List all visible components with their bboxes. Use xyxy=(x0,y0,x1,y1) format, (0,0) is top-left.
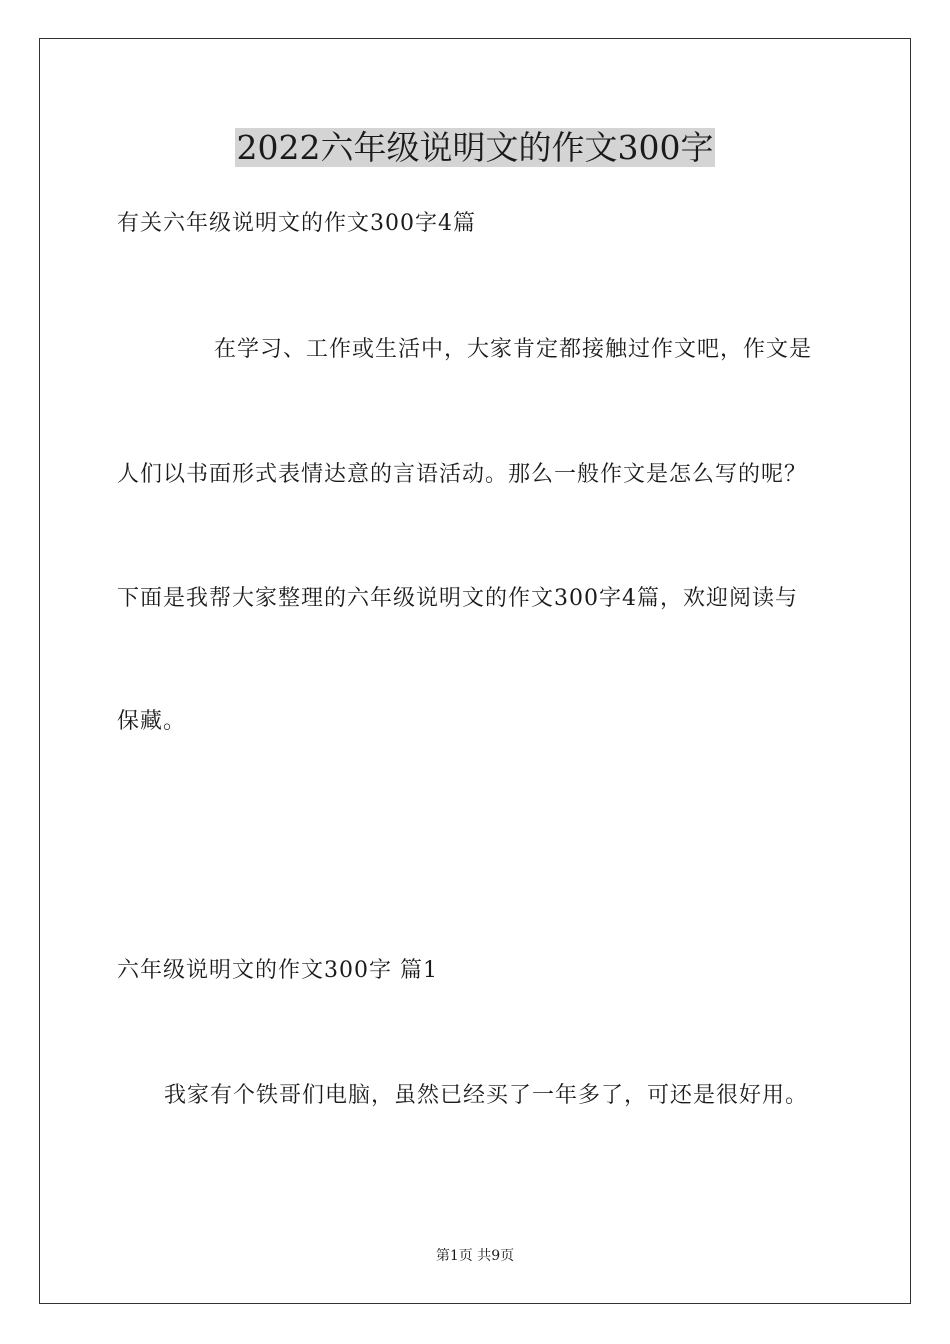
section-paragraph: 我家有个铁哥们电脑，虽然已经买了一年多了，可还是很好用。 xyxy=(164,1083,809,1108)
document-title-text: 2022六年级说明文的作文300字 xyxy=(236,128,714,167)
document-title xyxy=(0,124,950,172)
intro-line-2: 人们以书面形式表情达意的言语活动。那么一般作文是怎么写的呢？ xyxy=(117,462,808,487)
page-footer: 第1页 共9页 xyxy=(435,1248,515,1264)
section-heading: 六年级说明文的作文300字 篇1 xyxy=(117,958,438,983)
document-subtitle: 有关六年级说明文的作文300字4篇 xyxy=(117,211,476,236)
intro-line-4: 保藏。 xyxy=(117,709,187,734)
intro-line-1: 在学习、工作或生活中，大家肯定都接触过作文吧，作文是 xyxy=(214,337,813,362)
intro-line-3: 下面是我帮大家整理的六年级说明文的作文300字4篇，欢迎阅读与 xyxy=(117,586,798,611)
